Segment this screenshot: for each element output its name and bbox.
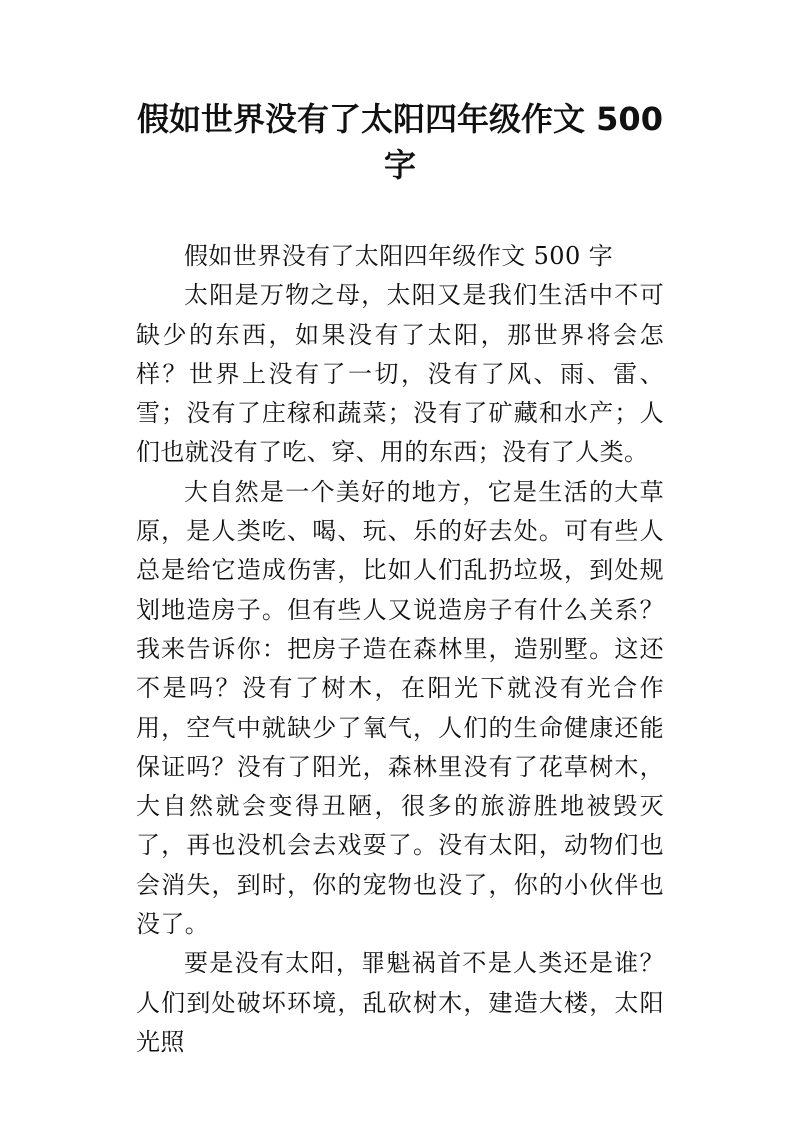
document-body <box>136 237 664 1062</box>
paragraph-1: 太阳是万物之母，太阳又是我们生活中不可缺少的东西，如果没有了太阳，那世界将会怎样？世界上没有了一切，没有了风、雨、雷、雪；没有了庄稼和蔬菜；没有了矿藏和水产；人们也就没有了吃、穿、用的东西；没有了人类。 <box>136 281 664 467</box>
paragraph-subtitle: 假如世界没有了太阳四年级作文 500 字 <box>184 242 614 270</box>
paragraph-3: 要是没有太阳，罪魁祸首不是人类还是谁？人们到处破坏环境，乱砍树木，建造大楼，太阳光照 <box>136 949 664 1056</box>
document-title: 假如世界没有了太阳四年级作文 500 字 <box>137 100 663 184</box>
paragraph-2: 大自然是一个美好的地方，它是生活的大草原，是人类吃、喝、玩、乐的好去处。可有些人总是给它造成伤害，比如人们乱扔垃圾，到处规划地造房子。但有些人又说造房子有什么关系？我来告诉你：把房子造在森林里，造别墅。这还不是吗？没有了树木，在阳光下就没有光合作用，空气中就缺少了氧气，人们的生命健康还能保证吗？没有了阳光，森林里没有了花草树木，大自然就会变得丑陋，很多的旅游胜地被毁灭了，再也没机会去戏耍了。没有太阳，动物们也会消失，到时，你的宠物也没了，你的小伙伴也没了。 <box>136 477 664 939</box>
